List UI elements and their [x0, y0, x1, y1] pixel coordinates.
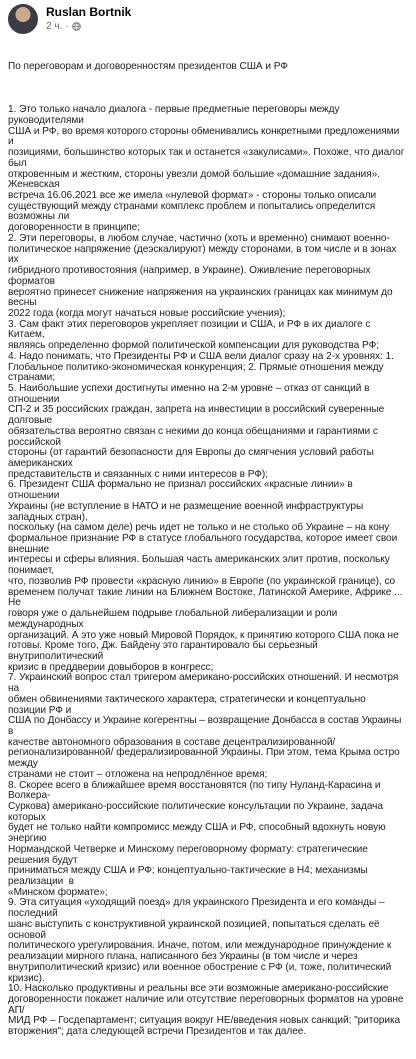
post-text-line: шанс выступить с конструктивной украинской позицией, попытаться сделать её основой	[8, 918, 383, 941]
post-text-line: Суркова) американо-российские политические консультации по Украине, задача которых	[8, 801, 386, 823]
post-text-line: стороны (от гарантий безопасности для Европы до смягчения условий работы американских	[8, 447, 377, 469]
post-meta	[46, 21, 81, 32]
post-time[interactable]: 2 ч.	[46, 21, 63, 32]
post-text-line: вторжения"; дата следующей встречи Президентов и так далее.	[8, 1026, 307, 1038]
post-text-line: политического урегулирования. Иначе, потом, или международное принуждение к	[8, 940, 392, 952]
post-text-line: внутриполитический кризис) или военное обострение с РФ (и, тоже, политический кризис).	[8, 961, 394, 984]
post-text-line: кризис в преддверии довыборов в конгресс;	[8, 661, 214, 673]
post-text-line: позициями, большинство которых так и останется «закулисами». Похоже, что диалог был	[8, 147, 408, 169]
post-text-line: представительств и связанных с ними интересов в РФ);	[8, 468, 268, 480]
post-text-line: готовы. Кроме того, Дж. Байдену это гарантировало бы серьезный внутриполитический	[8, 640, 321, 662]
post-text-line: формальное признание РФ в статусе глобального государства, которое имеет свои внешние	[8, 533, 400, 555]
post-text-line: 1. Это только начало диалога - первые предметные переговоры между руководителями	[8, 104, 343, 126]
post-text-line: странами не стоит – отложена на непродлённое время;	[8, 768, 268, 780]
post-text-line: качестве автономного образования в составе децентрализированной/	[8, 736, 336, 748]
post-text-line: «Минском формате»;	[8, 886, 108, 898]
post-header	[8, 4, 408, 38]
post-text-line: политическое напряжение (деэскалируют) между сторонами, в том числе и в зонах их	[8, 243, 400, 266]
post-title: По переговорам и договоренностям президентов США и РФ	[8, 61, 288, 73]
globe-icon	[72, 22, 81, 31]
post-text-line: 3. Сам факт этих переговоров укрепляет позиции и США, и РФ в их диалоге с Китаем,	[8, 318, 374, 341]
post-text-line: Глобальное политико-экономическая конкуренция; 2. Прямые отношения между странами;	[8, 361, 387, 384]
post-text-line: существующий между странами комплекс проблем и попытались определится возможны ли	[8, 200, 378, 223]
post-text-line: поскольку (на самом деле) речь идет не только и не столько об Украине – на кону	[8, 522, 390, 534]
post-text-line: 10. Насколько продуктивны и реальны все эти возможные американо-российские	[8, 983, 389, 995]
post-text-line: приниматься между США и РФ; концептуально-тактические в Н4; механизмы реализации в	[8, 865, 371, 888]
post-text-line: 6. Президент США формально не признал российских «красные линии» в отношении	[8, 479, 356, 502]
post-text-line: Нормандской Четверке и Минскому переговорному формату: стратегические решения будут	[8, 843, 371, 866]
post-text-line: 7. Украинский вопрос стал тригером американо-российских отношений. И несмотря на	[8, 672, 402, 695]
post-text-line: 9. Эта ситуация «уходящий поезд» для украинского Президента и его команды – последний	[8, 897, 388, 920]
post-text-line: вероятно принесет снижение напряжения на украинских границах как минимум до весны	[8, 286, 396, 309]
avatar[interactable]	[8, 4, 38, 34]
post-text-line: говоря уже о дальнейшем подрыве глобальной либерализации и роли международных	[8, 608, 340, 630]
post-text-line: 2. Эти переговоры, в любом случае, частично (хоть и временно) снимают военно-	[8, 232, 390, 244]
post-text-line: обязательства вероятно связан с некими до конца обещаниями и гарантиями с российской	[8, 425, 381, 448]
post-text-line: регионализированной/ федерализированной Украины. При этом, тема Крыма остро между	[8, 747, 403, 770]
post-text-line: встреча 16.06.2021 все же имела «нулевой формат» - стороны только описали	[8, 190, 377, 202]
post-text-line: интересы и сферы влияния. Большая часть американских элит против, поскольку понимает,	[8, 554, 393, 577]
post-text-line: 2022 года (когда могут начаться новые российские учения);	[8, 307, 286, 319]
post-text-line: реализации мирного плана, написанного без Украины (в том числе и через	[8, 951, 358, 963]
post-text-line: обмен обвинениями тактического характера, стратегически и концептуально позиции РФ и	[8, 693, 369, 716]
post-text-line: 8. Скорее всего в ближайшее время восстановятся (по типу Нуланд-Карасина и Волкера-	[8, 779, 384, 802]
post-text-line: договоренности покажет наличие или отсутствие переговорных форматов на уровне АП/	[8, 993, 407, 1016]
post-text-line: МИД РФ – Госдепартамент; ситуация вокруг НЕ/введения новых санкций; "риторика	[8, 1015, 401, 1027]
post-text-line: будет не только найти компромисс между США и РФ, способный вдохнуть новую энергию	[8, 822, 389, 845]
post-text-line: временем получат такие линии на Ближнем Востоке, Латинской Америке, Африке ... Не	[8, 586, 406, 609]
post-text-line: 4. Надо понимать, что Президенты РФ и США вели диалог сразу на 2-х уровнях: 1.	[8, 350, 394, 362]
post-text-line: откровенным и жестким, стороны увезли домой большие «домашние задания». Женевская	[8, 168, 383, 191]
post-text-line: 5. Наибольшие успехи достигнуты именно на 2-м уровне – отказ от санкций в отношении	[8, 382, 373, 405]
post-text	[8, 41, 406, 1059]
author-name[interactable]: Ruslan Bortnik	[46, 5, 132, 19]
post-body-lines	[8, 105, 406, 1038]
post-text-line: СП-2 и 35 российских граждан, запрета на инвестиции в российский суверенные долговые	[8, 404, 387, 427]
post-text-line: договоренности в принципе;	[8, 222, 141, 234]
post-text-line: организаций. А это уже новый Мировой Порядок, к принятию которого США пока не	[8, 629, 399, 641]
post-text-line: являясь определенно формой политической компенсации для руководства РФ;	[8, 340, 379, 352]
post-text-line: Украины (не вступление в НАТО и не размещение военной инфраструктуры западных стран),	[8, 500, 366, 523]
post-text-line: США по Донбассу и Украине когерентны – возвращение Донбасса в состав Украины в	[8, 715, 405, 737]
post-text-line: гибридного противостояния (например, в Украине). Оживление переговорных форматов	[8, 265, 374, 287]
post-text-line: что, позволив РФ провести «красную линию» в Европе (по украинской границе), со	[8, 575, 396, 587]
meta-separator: ·	[65, 21, 69, 32]
post-text-line: США и РФ, во время которого стороны обменивались конкретными предложениями и	[8, 125, 402, 148]
